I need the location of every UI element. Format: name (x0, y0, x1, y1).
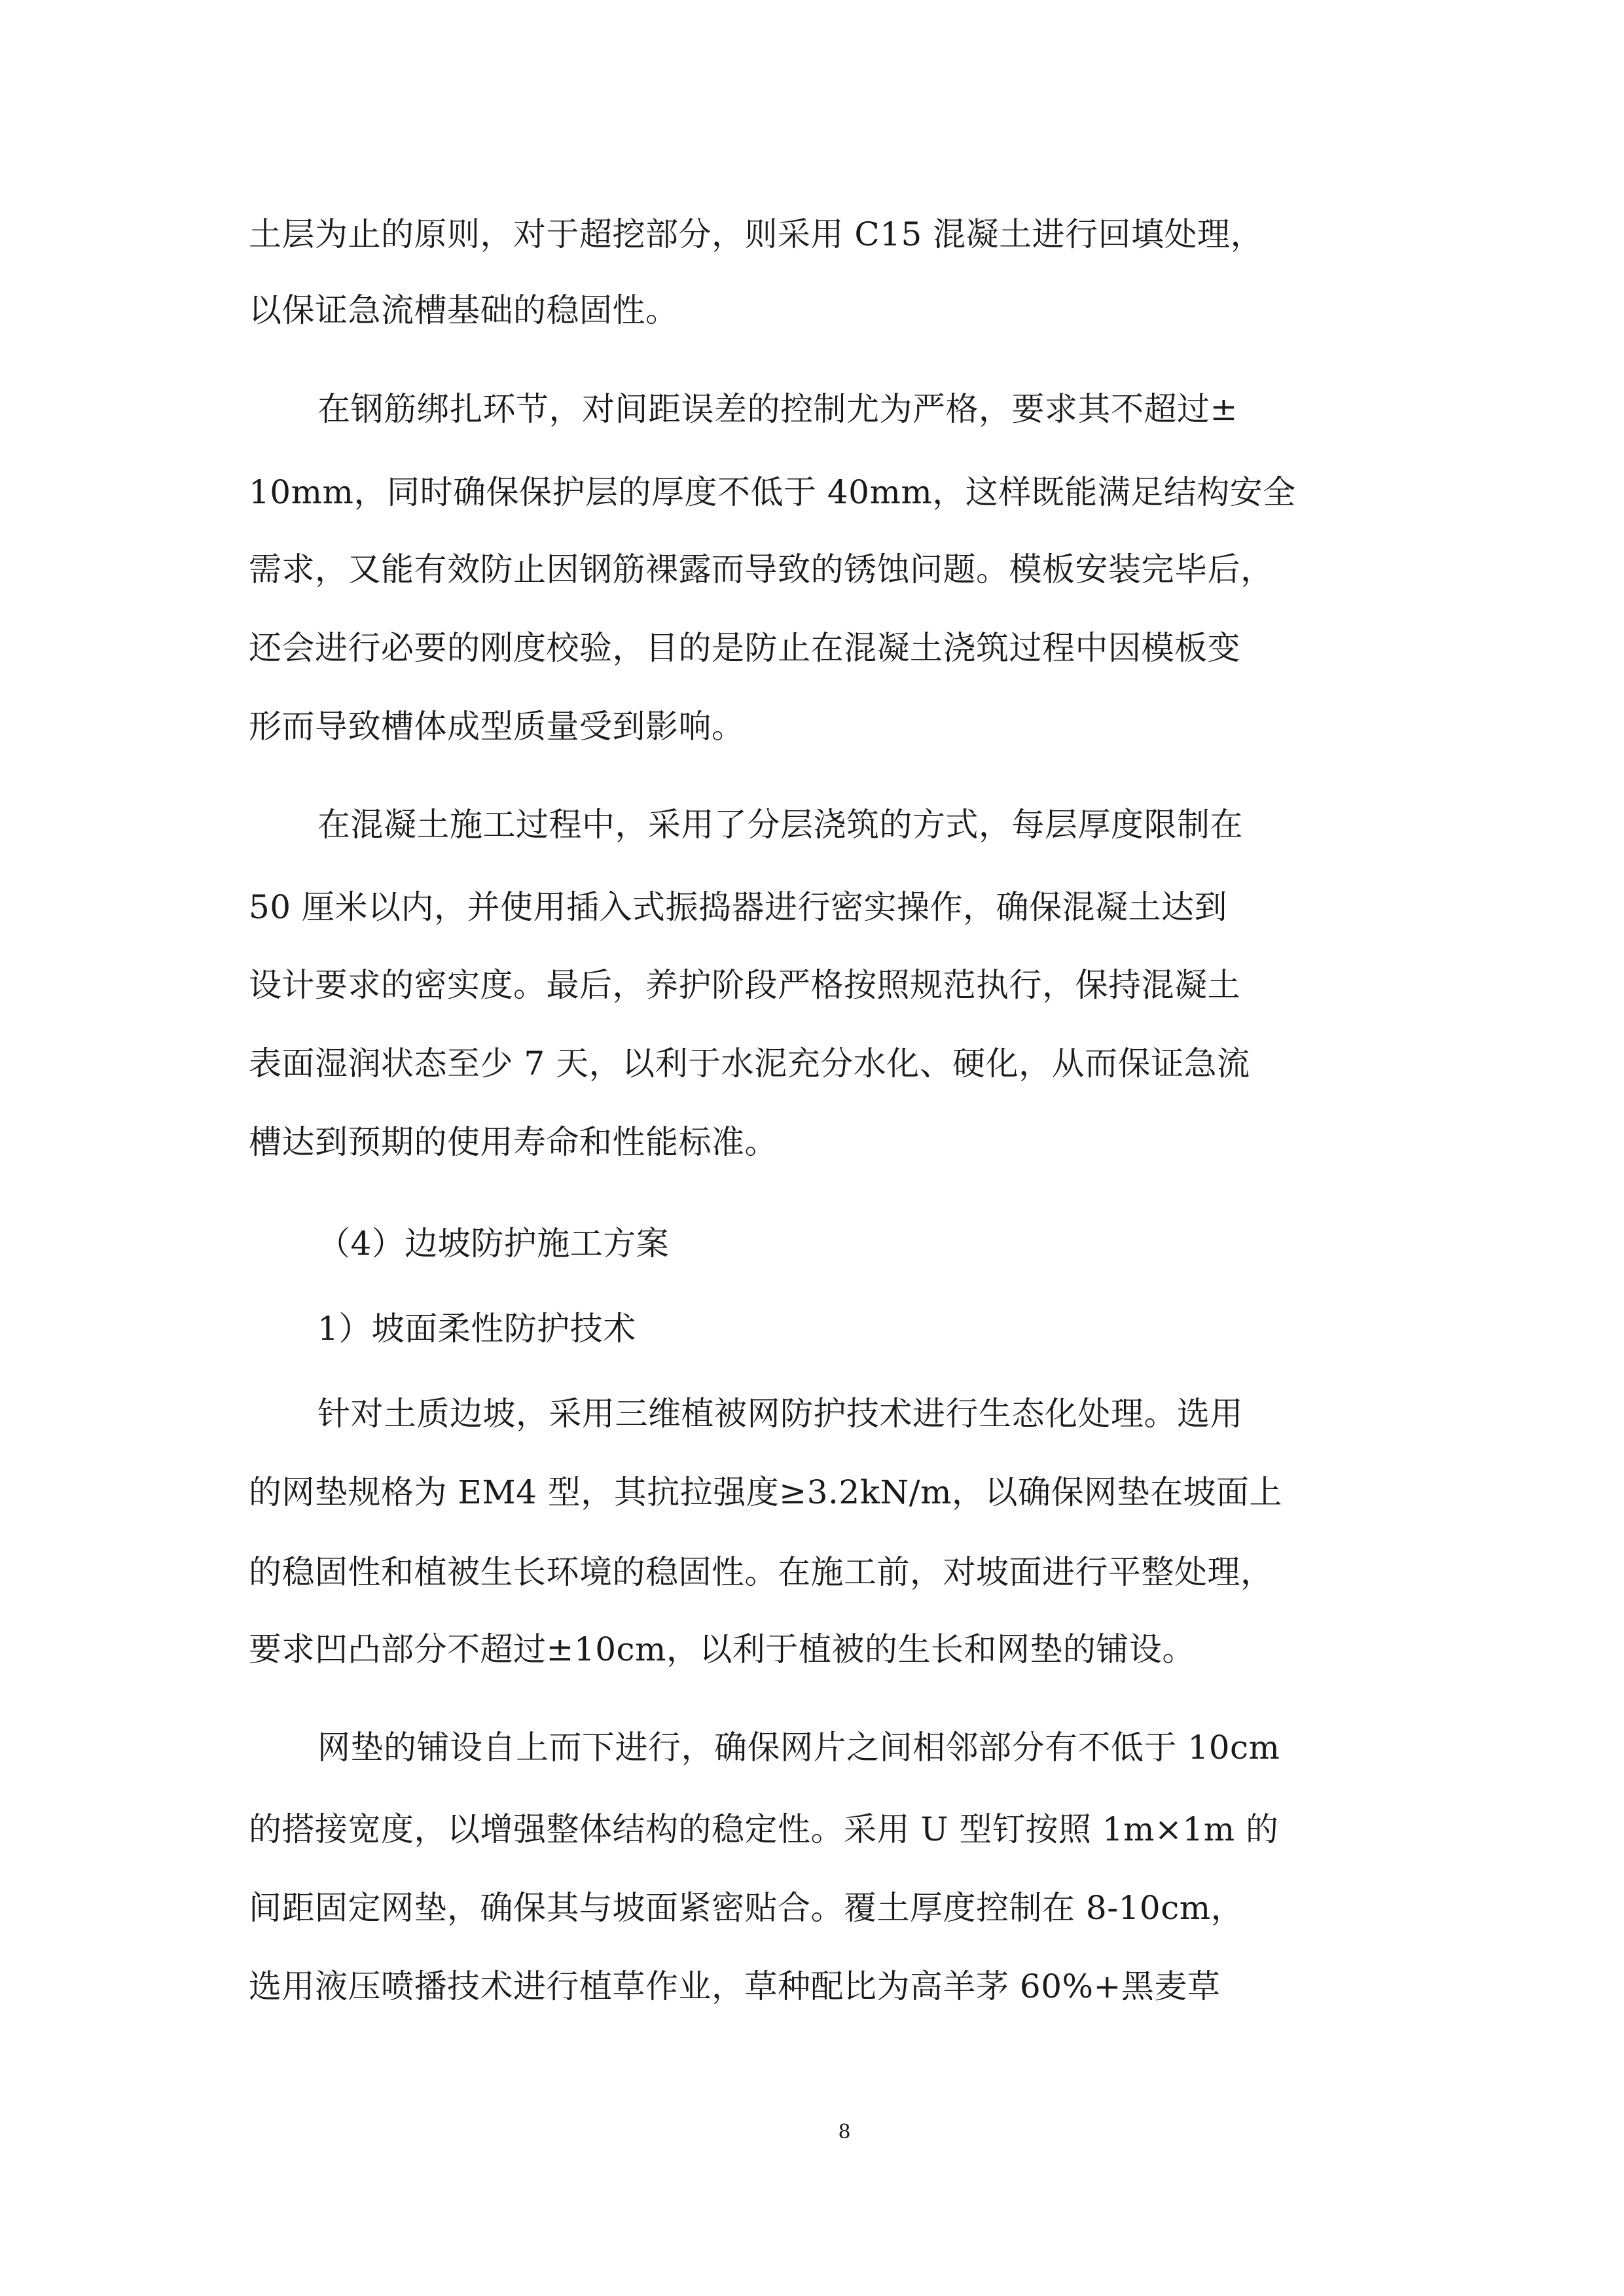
text-line: 需求，又能有效防止因钢筋裸露而导致的锈蚀问题。模板安装完毕后， (249, 550, 1274, 588)
page-number: 8 (838, 2121, 851, 2144)
section-heading: （4）边坡防护施工方案 (317, 1225, 670, 1263)
text-line: 表面湿润状态至少 7 天，以利于水泥充分水化、硬化，从而保证急流 (249, 1045, 1250, 1083)
text-line: 槽达到预期的使用寿命和性能标准。 (249, 1123, 778, 1161)
paragraph-start-line: 在混凝土施工过程中，采用了分层浇筑的方式，每层厚度限制在 (317, 806, 1243, 844)
subsection-heading: 1）坡面柔性防护技术 (317, 1310, 636, 1348)
text-line: 的搭接宽度，以增强整体结构的稳定性。采用 U 型钉按照 1m×1m 的 (249, 1810, 1279, 1848)
text-line: 设计要求的密实度。最后，养护阶段严格按照规范执行，保持混凝土 (249, 966, 1240, 1004)
paragraph-start-line: 网垫的铺设自上而下进行，确保网片之间相邻部分有不低于 10cm (317, 1729, 1280, 1767)
text-line: 以保证急流槽基础的稳固性。 (249, 291, 679, 329)
text-line: 土层为止的原则，对于超挖部分，则采用 C15 混凝土进行回填处理， (249, 215, 1264, 253)
paragraph-start-line: 针对土质边坡，采用三维植被网防护技术进行生态化处理。选用 (317, 1395, 1243, 1433)
text-line: 选用液压喷播技术进行植草作业，草种配比为高羊茅 60%+黑麦草 (249, 1967, 1221, 2005)
text-line: 的网垫规格为 EM4 型，其抗拉强度≥3.2kN/m，以确保网垫在坡面上 (249, 1473, 1283, 1511)
paragraph-start-line: 在钢筋绑扎环节，对间距误差的控制尤为严格，要求其不超过± (317, 390, 1238, 428)
text-line: 间距固定网垫，确保其与坡面紧密贴合。覆土厚度控制在 8-10cm， (249, 1889, 1244, 1927)
text-line: 50 厘米以内，并使用插入式振捣器进行密实操作，确保混凝土达到 (249, 888, 1228, 926)
text-line: 要求凹凸部分不超过±10cm，以利于植被的生长和网垫的铺设。 (249, 1630, 1195, 1668)
text-line: 的稳固性和植被生长环境的稳固性。在施工前，对坡面进行平整处理， (249, 1553, 1274, 1591)
text-line: 10mm，同时确保保护层的厚度不低于 40mm，这样既能满足结构安全 (249, 473, 1296, 511)
text-line: 形而导致槽体成型质量受到影响。 (249, 708, 745, 745)
text-line: 还会进行必要的刚度校验，目的是防止在混凝土浇筑过程中因模板变 (249, 629, 1240, 667)
